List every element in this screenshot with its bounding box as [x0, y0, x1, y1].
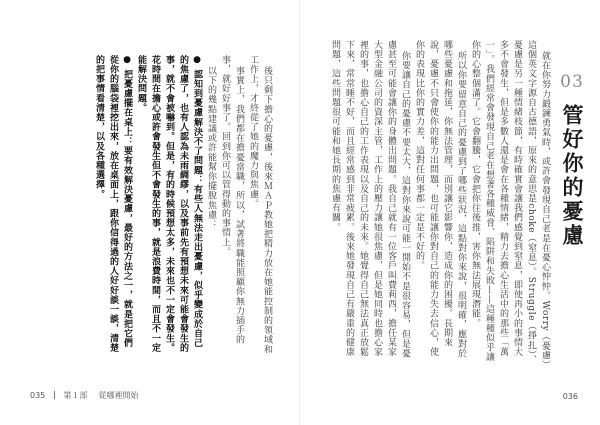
running-head-chapter: 從哪裡開始 — [98, 391, 139, 400]
chapter-title: 管好你的憂慮 — [560, 104, 585, 248]
folio-separator — [54, 391, 55, 399]
left-page-body — [38, 55, 274, 355]
bullet-item: ● 認知到憂慮解決不了問題：有些人無法走出憂慮，似乎變成於自己的焦慮了，也有人認為未雨綢繆，以及事前先有預想未來可能會發生的事，就不會被嚇到。但是，有的時候預想太多，未來也不一定會發生。花時間在擔心或許會發生但不會發生的事，就是浪費時間，而且不一定能解決問題。 — [136, 55, 202, 353]
folio-left — [30, 390, 138, 401]
folio-right — [563, 392, 578, 401]
paragraph: 就在你努力鍛鍊勇氣時，或許會發現自己老是在憂心忡忡。Worry（憂慮）這個英文字源自古德語，原來的意思是choke（窒息）。Struggle（掙扎）、憂慮是另一種情緒枝節，有時確實會讓我們感覺到窒息，即使再小的事情大多不會發生，但是多數人還是會在各種情緒，精力去擔心生活中的那些「萬一」。我們經常會發現自己老在想著各種威脅、陷阱和失敗——這種種似乎讓你的心整個滿了。它會翻騰，它會把你往後推，害你無法展現潛能。 — [470, 40, 550, 366]
chapter-number: 03 — [560, 72, 584, 92]
page-number: 036 — [562, 392, 578, 401]
right-page — [300, 0, 600, 425]
paragraph: 你要讓自己的憂慮不要太大，這對你來說可能一開始不是很容易，但是憂慮甚至可能會讓你的身體出問題。我自己就有一位客戶叫費莉西，擔任某家大型金融公司的資深主管，工作上的壓力讓她很焦慮，但是她同時也擔心家裡的事，也擔心自己的工作表現以及自己的未來。她覺得自己無法真正放鬆下來，常常睡不好，而且經常感到非常疲累。後來她發現自己有嚴重的健康問題，這些問題很可能和她長期的焦慮有關。 — [330, 40, 410, 358]
right-page-body — [326, 40, 552, 366]
paragraph: 後只剩下擔心的憂慮，後來ＭＡＰ教她把精力放在她能控制的領域和工作上，才終從了她的魔力與焦慮。 — [248, 55, 272, 354]
paragraph: 所以你要留意自己的憂慮到了哪些狀況，這點對你來說，很明確，應對於哪些憂慮和拖延，你無法管理，而別讓它影響你，造成你的困擾。長期來說，憂慮不只會使你的能力出問題，也可能讓你對自己的能力失去信心，使你的表現比你的實力差，這對任何事都一定是不好的。 — [414, 40, 466, 358]
paragraph: 事實上，我們都在擔憂當職，所以，試著將職能照顧你無力插手的事，就好好事了。回到你可以管得動的事情上。 — [220, 55, 244, 345]
paragraph: 以下的幾點建議或許能幫你擺脫焦慮： — [206, 65, 216, 229]
running-head-part: 第１部 — [63, 391, 88, 400]
bullet-item: ● 把憂慮擺在桌上：要有效解決憂慮，最好的方法之一，就是把它們從你的腦袋裡挖出來，放在桌面上，跟你信得過的人好好談一談，清楚的把事情看清楚，以及各種選擇。 — [94, 55, 132, 353]
page-number: 035 — [30, 391, 46, 400]
